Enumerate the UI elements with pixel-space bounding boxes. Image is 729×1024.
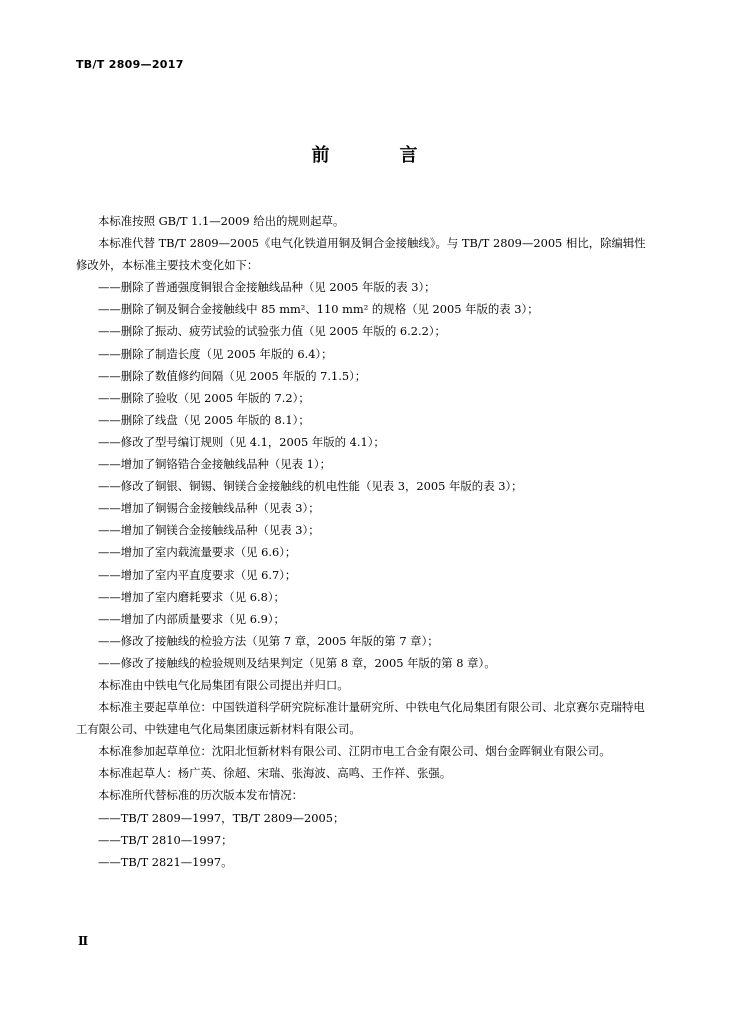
change-item: ——删除了数值修约间隔（见 2005 年版的 7.1.5）； (98, 368, 367, 383)
change-item: ——修改了接触线的检验规则及结果判定（见第 8 章，2005 年版的第 8 章）。 (98, 655, 496, 670)
change-item: ——删除了制造长度（见 2005 年版的 6.4）； (98, 346, 333, 361)
change-item: ——删除了线盘（见 2005 年版的 8.1）； (98, 412, 310, 427)
foreword-body (76, 210, 656, 873)
paragraph-replaces: 本标准代替 TB/T 2809—2005《电气化铁道用铜及铜合金接触线》。与 TB/T 2809—2005 相比，除编辑性修改外，本标准主要技术变化如下： (76, 236, 646, 273)
paragraph-participating-units: 本标准参加起草单位：沈阳北恒新材料有限公司、江阴市电工合金有限公司、烟台金晖铜业有限公司。 (98, 744, 611, 759)
change-item: ——修改了铜银、铜锡、铜镁合金接触线的机电性能（见表 3，2005 年版的表 3）； (98, 479, 523, 494)
history-item: ——TB/T 2809—1997，TB/T 2809—2005； (98, 810, 345, 825)
change-item: ——删除了铜及铜合金接触线中 85 mm²、110 mm² 的规格（见 2005 年版的表 3）； (98, 302, 539, 317)
change-item: ——修改了型号编订规则（见 4.1，2005 年版的 4.1）； (98, 434, 385, 449)
standard-code-header: TB/T 2809—2017 (76, 58, 184, 71)
change-item: ——删除了振动、疲劳试验的试验张力值（见 2005 年版的 6.2.2）； (98, 324, 446, 339)
history-item: ——TB/T 2810—1997； (98, 832, 233, 847)
change-item: ——增加了内部质量要求（见 6.9）； (98, 611, 285, 626)
change-item: ——增加了室内平直度要求（见 6.7）； (98, 567, 297, 582)
paragraph-drafting-rules: 本标准按照 GB/T 1.1—2009 给出的规则起草。 (98, 214, 345, 228)
paragraph-main-drafters-units: 本标准主要起草单位：中国铁道科学研究院标准计量研究所、中铁电气化局集团有限公司、北京赛尔克瑞特电工有限公司、中铁建电气化局集团康远新材料有限公司。 (76, 700, 645, 737)
change-item: ——删除了验收（见 2005 年版的 7.2）； (98, 390, 310, 405)
change-item: ——修改了接触线的检验方法（见第 7 章，2005 年版的第 7 章）； (98, 633, 439, 648)
page-title: 前 言 (311, 145, 444, 166)
change-item: ——增加了室内磨耗要求（见 6.8）； (98, 589, 285, 604)
change-item: ——增加了室内载流量要求（见 6.6）； (98, 545, 297, 560)
paragraph-drafters: 本标准起草人：杨广英、徐超、宋瑞、张海波、高鸣、王作祥、张强。 (98, 766, 452, 781)
change-item: ——增加了铜锡合金接触线品种（见表 3）； (98, 501, 320, 516)
history-item: ——TB/T 2821—1997。 (98, 854, 233, 869)
paragraph-proposer: 本标准由中铁电气化局集团有限公司提出并归口。 (98, 677, 349, 692)
page-number: Ⅱ (78, 934, 89, 948)
change-item: ——增加了铜铬锆合金接触线品种（见表 1）； (98, 457, 331, 472)
change-item: ——增加了铜镁合金接触线品种（见表 3）； (98, 523, 320, 538)
change-item: ——删除了普通强度铜银合金接触线品种（见 2005 年版的表 3）； (98, 280, 436, 295)
paragraph-history-intro: 本标准所代替标准的历次版本发布情况： (98, 788, 304, 803)
